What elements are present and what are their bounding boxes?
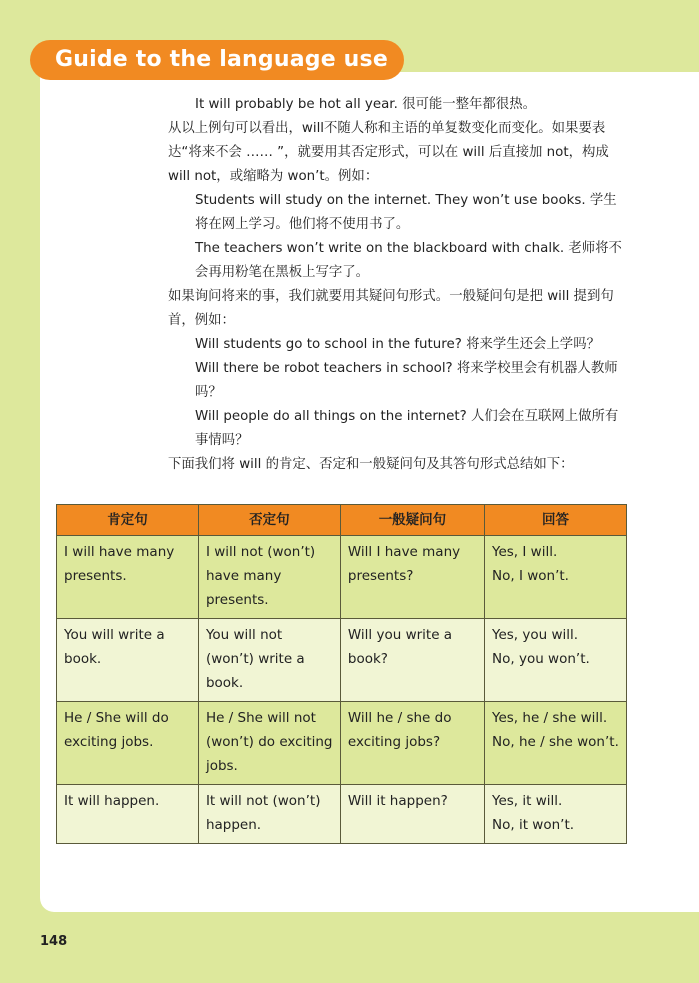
answer-yes: Yes, he / she will. xyxy=(492,710,608,726)
table-cell: Will it happen? xyxy=(340,785,484,844)
example-sentence: Will there be robot teachers in school? 将来学校里会有机器人教师吗？ xyxy=(195,361,618,400)
column-header: 肯定句 xyxy=(57,505,199,536)
example-sentence: The teachers won’t write on the blackboard with chalk. 老师将不会再用粉笔在黑板上写字了。 xyxy=(195,241,622,280)
section-title: Guide to the language use xyxy=(30,40,404,80)
table-row xyxy=(57,619,627,702)
table-cell xyxy=(485,619,627,702)
answer-yes: Yes, you will. xyxy=(492,627,579,643)
paragraph: 如果询问将来的事，我们就要用其疑问句形式。一般疑问句是把 will 提到句首，例如： xyxy=(168,289,614,328)
paragraph: 下面我们将 will 的肯定、否定和一般疑问句及其答句形式总结如下： xyxy=(168,457,574,472)
answer-no: No, he / she won’t. xyxy=(492,734,619,750)
table-cell: He / She will do exciting jobs. xyxy=(57,702,199,785)
paragraph: 从以上例句可以看出，will不随人称和主语的单复数变化而变化。如果要表达“将来不会 …… ”，就要用其否定形式，可以在 will 后直接加 not，构成 will not，或缩略为 won’t。例如： xyxy=(168,121,609,184)
answer-no: No, it won’t. xyxy=(492,817,575,833)
table-cell xyxy=(485,785,627,844)
table-cell: Will I have many presents? xyxy=(340,536,484,619)
column-header: 回答 xyxy=(485,505,627,536)
answer-no: No, I won’t. xyxy=(492,568,569,584)
table-cell: It will not (won’t) happen. xyxy=(198,785,340,844)
table-cell: Will you write a book? xyxy=(340,619,484,702)
example-sentence: Will people do all things on the internet? 人们会在互联网上做所有事情吗？ xyxy=(195,409,619,448)
answer-yes: Yes, I will. xyxy=(492,544,558,560)
table-cell xyxy=(485,702,627,785)
answer-no: No, you won’t. xyxy=(492,651,590,667)
table-cell: It will happen. xyxy=(57,785,199,844)
table-cell: I will have many presents. xyxy=(57,536,199,619)
example-sentence: Students will study on the internet. They won’t use books. 学生将在网上学习。他们将不使用书了。 xyxy=(195,193,617,232)
table-cell xyxy=(485,536,627,619)
example-sentence: Will students go to school in the future? 将来学生还会上学吗？ xyxy=(195,337,600,352)
table-header-row xyxy=(57,505,627,536)
column-header: 否定句 xyxy=(198,505,340,536)
table-cell: Will he / she do exciting jobs? xyxy=(340,702,484,785)
table-row xyxy=(57,536,627,619)
table-cell: He / She will not (won’t) do exciting jobs. xyxy=(198,702,340,785)
column-header: 一般疑问句 xyxy=(340,505,484,536)
table-cell: I will not (won’t) have many presents. xyxy=(198,536,340,619)
answer-yes: Yes, it will. xyxy=(492,793,563,809)
table-cell: You will write a book. xyxy=(57,619,199,702)
explanation-text xyxy=(168,93,630,477)
table-cell: You will not (won’t) write a book. xyxy=(198,619,340,702)
will-forms-table xyxy=(56,504,627,844)
example-sentence: It will probably be hot all year. 很可能一整年都很热。 xyxy=(195,97,536,112)
table-row xyxy=(57,702,627,785)
table-row xyxy=(57,785,627,844)
page-number: 148 xyxy=(40,934,68,949)
